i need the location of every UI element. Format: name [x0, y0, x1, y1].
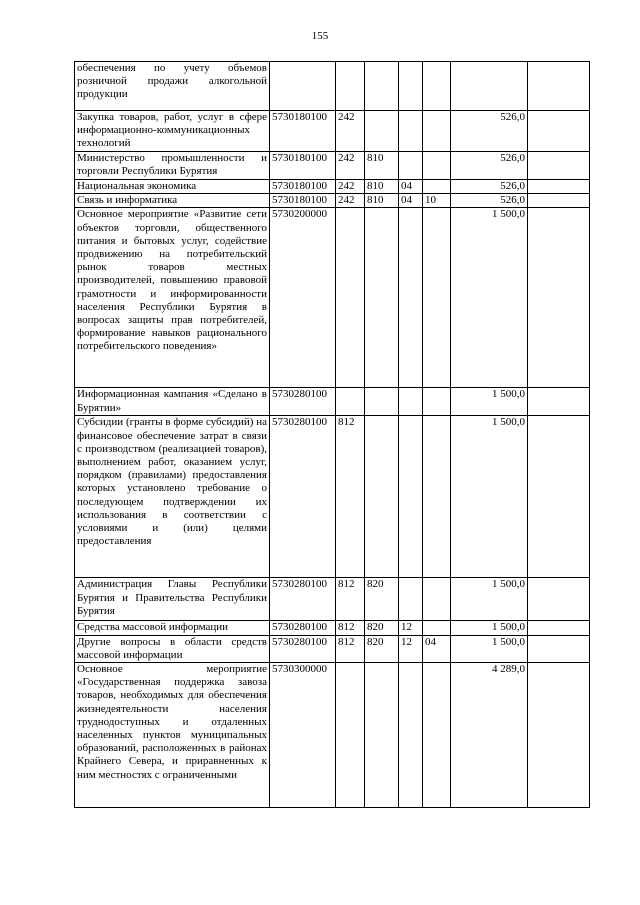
expense-type-code-cell: 812: [336, 621, 365, 635]
administrator-code-cell: [365, 663, 399, 808]
subsection-code-cell: [423, 111, 451, 152]
amount-cell: 1 500,0: [451, 388, 528, 416]
empty-column-cell: [528, 621, 590, 635]
expense-type-code-cell: 242: [336, 194, 365, 208]
expense-type-code-cell: [336, 663, 365, 808]
subsection-code-cell: [423, 578, 451, 621]
empty-column-cell: [528, 111, 590, 152]
administrator-code-cell: 820: [365, 578, 399, 621]
administrator-code-cell: [365, 208, 399, 388]
target-article-code-cell: 5730280100: [270, 578, 336, 621]
empty-column-cell: [528, 194, 590, 208]
subsection-code-cell: [423, 416, 451, 578]
administrator-code-cell: [365, 111, 399, 152]
administrator-code-cell: [365, 62, 399, 111]
section-code-cell: [399, 111, 423, 152]
section-code-cell: [399, 388, 423, 416]
target-article-code-cell: 5730280100: [270, 388, 336, 416]
section-code-cell: 04: [399, 180, 423, 194]
target-article-code-cell: 5730180100: [270, 194, 336, 208]
row-name-cell: Министерство промышленности и торговли Республики Бурятия: [75, 152, 270, 180]
empty-column-cell: [528, 208, 590, 388]
row-name-cell: Информационная кампания «Сделано в Бурятии»: [75, 388, 270, 416]
target-article-code-cell: 5730200000: [270, 208, 336, 388]
target-article-code-cell: 5730180100: [270, 152, 336, 180]
amount-cell: 1 500,0: [451, 621, 528, 635]
section-code-cell: 12: [399, 621, 423, 635]
section-code-cell: [399, 663, 423, 808]
row-name-cell: Закупка товаров, работ, услуг в сфере информационно-коммуникационных технологий: [75, 111, 270, 152]
amount-cell: 526,0: [451, 180, 528, 194]
target-article-code-cell: 5730280100: [270, 416, 336, 578]
row-name-cell: Другие вопросы в области средств массовой информации: [75, 635, 270, 662]
row-name-cell: Средства массовой информации: [75, 621, 270, 635]
target-article-code-cell: 5730280100: [270, 621, 336, 635]
table-row: [75, 663, 590, 808]
subsection-code-cell: [423, 152, 451, 180]
table-row: [75, 635, 590, 662]
row-name-cell: Субсидии (гранты в форме субсидий) на финансовое обеспечение затрат в связи с производством (реализацией товаров), выполнением работ, оказанием услуг, порядком (правилами) предоставления которых установлено требование о последующем подтверждении их использования в соответствии с условиями и (или) целями предоставления: [75, 416, 270, 578]
expense-type-code-cell: [336, 388, 365, 416]
subsection-code-cell: [423, 62, 451, 111]
subsection-code-cell: [423, 180, 451, 194]
administrator-code-cell: 810: [365, 180, 399, 194]
amount-cell: 1 500,0: [451, 635, 528, 662]
target-article-code-cell: [270, 62, 336, 111]
target-article-code-cell: 5730180100: [270, 111, 336, 152]
empty-column-cell: [528, 635, 590, 662]
empty-column-cell: [528, 663, 590, 808]
empty-column-cell: [528, 578, 590, 621]
empty-column-cell: [528, 388, 590, 416]
amount-cell: [451, 62, 528, 111]
table-row: [75, 152, 590, 180]
row-name-cell: Национальная экономика: [75, 180, 270, 194]
budget-table: [74, 61, 590, 808]
expense-type-code-cell: [336, 62, 365, 111]
empty-column-cell: [528, 62, 590, 111]
amount-cell: 1 500,0: [451, 578, 528, 621]
expense-type-code-cell: 812: [336, 635, 365, 662]
expense-type-code-cell: 242: [336, 152, 365, 180]
section-code-cell: [399, 416, 423, 578]
empty-column-cell: [528, 180, 590, 194]
subsection-code-cell: [423, 621, 451, 635]
expense-type-code-cell: 812: [336, 416, 365, 578]
table-row: [75, 194, 590, 208]
table-row: [75, 578, 590, 621]
amount-cell: 526,0: [451, 111, 528, 152]
subsection-code-cell: [423, 208, 451, 388]
amount-cell: 1 500,0: [451, 208, 528, 388]
subsection-code-cell: [423, 388, 451, 416]
table-row: [75, 621, 590, 635]
administrator-code-cell: 820: [365, 621, 399, 635]
expense-type-code-cell: 242: [336, 111, 365, 152]
administrator-code-cell: 810: [365, 194, 399, 208]
amount-cell: 526,0: [451, 152, 528, 180]
administrator-code-cell: 810: [365, 152, 399, 180]
expense-type-code-cell: [336, 208, 365, 388]
table-row: [75, 62, 590, 111]
section-code-cell: [399, 578, 423, 621]
empty-column-cell: [528, 416, 590, 578]
expense-type-code-cell: 242: [336, 180, 365, 194]
row-name-cell: обеспечения по учету объемов розничной продажи алкогольной продукции: [75, 62, 270, 111]
table-row: [75, 416, 590, 578]
row-name-cell: Связь и информатика: [75, 194, 270, 208]
table-row: [75, 208, 590, 388]
page-number: 155: [311, 30, 329, 42]
row-name-cell: Администрация Главы Республики Бурятия и Правительства Республики Бурятия: [75, 578, 270, 621]
section-code-cell: 04: [399, 194, 423, 208]
administrator-code-cell: [365, 416, 399, 578]
amount-cell: 1 500,0: [451, 416, 528, 578]
table-row: [75, 388, 590, 416]
target-article-code-cell: 5730280100: [270, 635, 336, 662]
section-code-cell: [399, 62, 423, 111]
administrator-code-cell: [365, 388, 399, 416]
table-row: [75, 111, 590, 152]
row-name-cell: Основное мероприятие «Развитие сети объектов торговли, общественного питания и бытовых услуг, содействие продвижению на потребительский рынок товаров местных производителей, повышению правовой грамотности и информированности населения Республики Бурятия в вопросах защиты прав потребителей, формирование навыков рационального потребительского поведения»: [75, 208, 270, 388]
section-code-cell: [399, 152, 423, 180]
subsection-code-cell: [423, 663, 451, 808]
target-article-code-cell: 5730300000: [270, 663, 336, 808]
section-code-cell: 12: [399, 635, 423, 662]
amount-cell: 526,0: [451, 194, 528, 208]
target-article-code-cell: 5730180100: [270, 180, 336, 194]
table-row: [75, 180, 590, 194]
expense-type-code-cell: 812: [336, 578, 365, 621]
section-code-cell: [399, 208, 423, 388]
subsection-code-cell: 10: [423, 194, 451, 208]
amount-cell: 4 289,0: [451, 663, 528, 808]
empty-column-cell: [528, 152, 590, 180]
administrator-code-cell: 820: [365, 635, 399, 662]
row-name-cell: Основное мероприятие «Государственная поддержка завоза товаров, необходимых для обеспечения жизнедеятельности населения труднодоступных и отдаленных населенных пунктов муниципальных образований, расположенных в районах Крайнего Севера, и приравненных к ним местностях с ограниченными: [75, 663, 270, 808]
subsection-code-cell: 04: [423, 635, 451, 662]
